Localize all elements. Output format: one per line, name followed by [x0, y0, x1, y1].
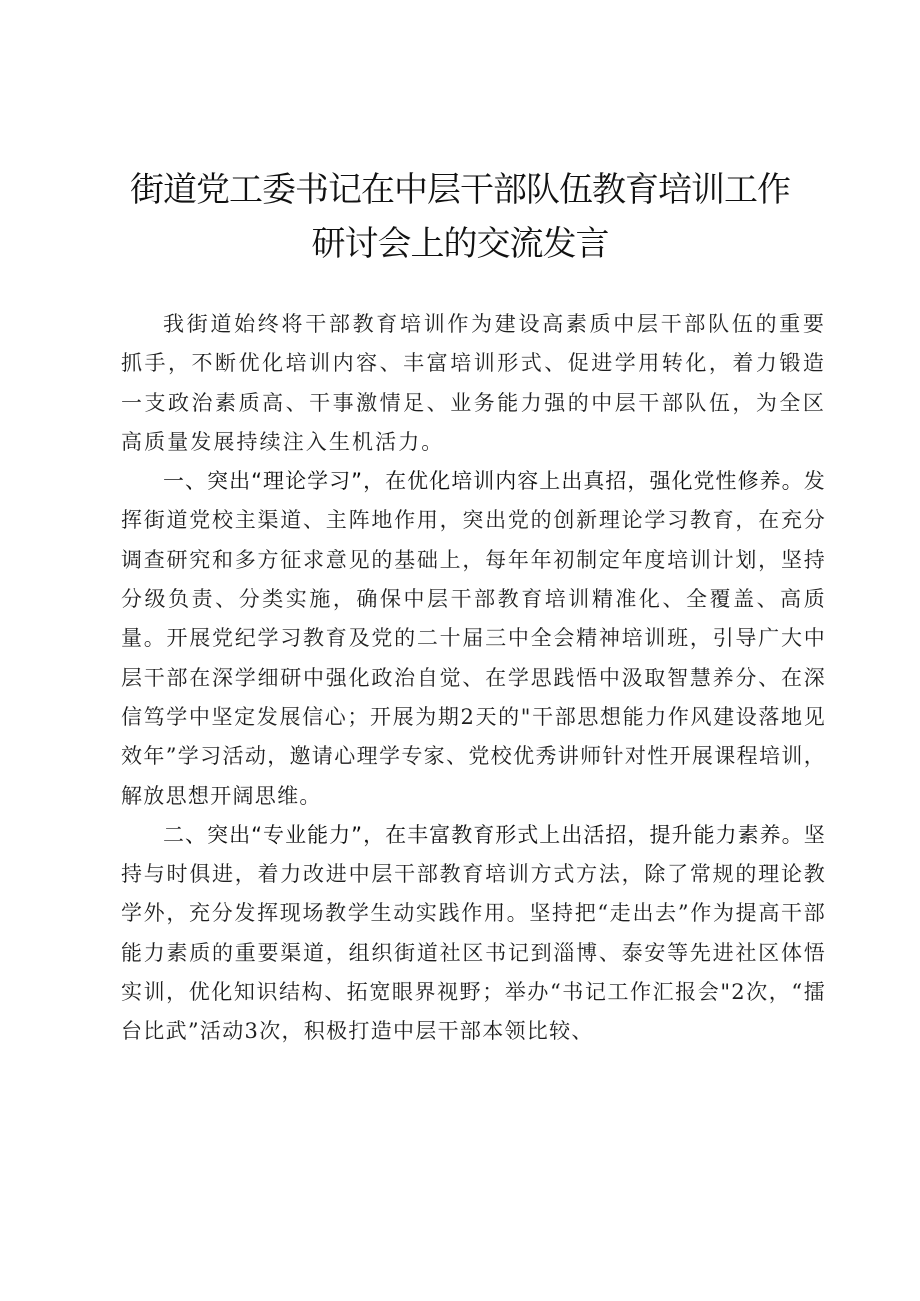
section-paragraph-1	[121, 462, 826, 816]
document-title	[120, 163, 800, 271]
title-line-1: 街道党工委书记在中层干部队伍教育培训工作	[130, 170, 790, 210]
title-line-2: 研讨会上的交流发言	[311, 224, 609, 264]
section-paragraph-2	[121, 816, 826, 1052]
section-heading-1: 一、突出“理论学习”，在优化培训内容上出真招，强化党性修养。	[163, 469, 804, 494]
intro-paragraph: 我街道始终将干部教育培训作为建设高素质中层干部队伍的重要抓手，不断优化培训内容、丰富培训形式、促进学用转化，着力锻造一支政治素质高、干事激情足、业务能力强的中层干部队伍，为全区高质量发展持续注入生机活力。	[121, 312, 826, 454]
document-body	[121, 305, 826, 1052]
section-body-1: 发挥街道党校主渠道、主阵地作用，突出党的创新理论学习教育，在充分调查研究和多方征求意见的基础上，每年年初制定年度培训计划，坚持分级负责、分类实施，确保中层干部教育培训精准化、全覆盖、高质量。开展党纪学习教育及党的二十届三中全会精神培训班，引导广大中层干部在深学细研中强化政治自觉、在学思践悟中汲取智慧养分、在深信笃学中坚定发展信心；开展为期2天的"干部思想能力作风建设落地见效年”学习活动，邀请心理学专家、党校优秀讲师针对性开展课程培训，解放思想开阔思维。	[121, 469, 826, 808]
section-body-2: 坚持与时俱进，着力改进中层干部教育培训方式方法，除了常规的理论教学外，充分发挥现场教学生动实践作用。坚持把“走出去”作为提高干部能力素质的重要渠道，组织街道社区书记到淄博、泰安等先进社区体悟实训，优化知识结构、拓宽眼界视野；举办“书记工作汇报会"2次，“擂台比武”活动3次，积极打造中层干部本领比较、	[121, 822, 826, 1044]
section-heading-2: 二、突出“专业能力”，在丰富教育形式上出活招，提升能力素养。	[163, 822, 804, 847]
